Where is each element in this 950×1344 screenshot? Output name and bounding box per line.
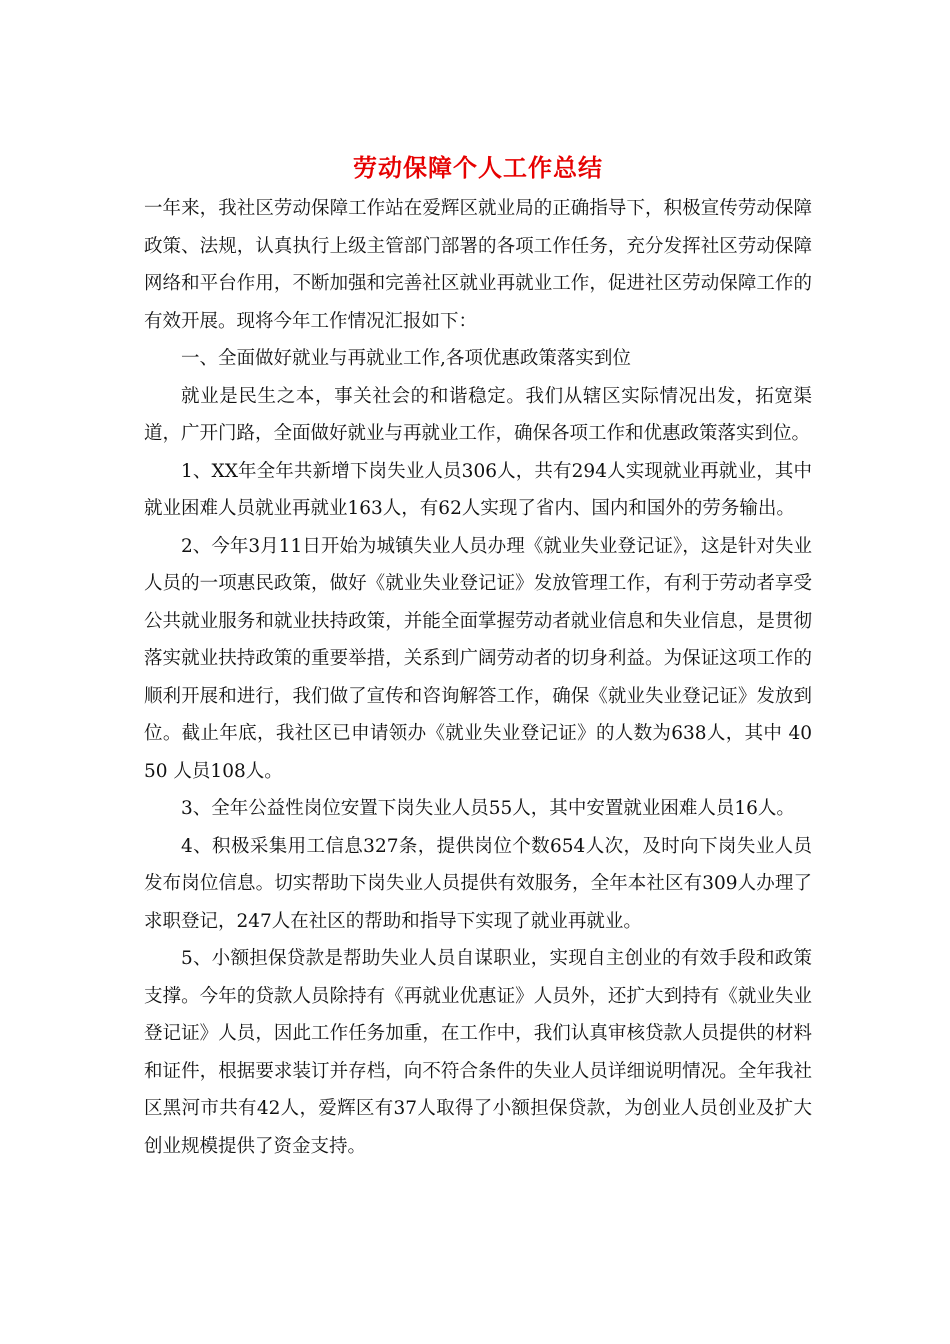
section-heading-1: 一、全面做好就业与再就业工作,各项优惠政策落实到位 <box>181 348 631 369</box>
paragraph-item-2: 2、今年3月11日开始为城镇失业人员办理《就业失业登记证》，这是针对失业人员的一项惠民政策，做好《就业失业登记证》发放管理工作，有利于劳动者享受公共就业服务和就业扶持政策，并能全面掌握劳动者就业信息和失业信息，是贯彻落实就业扶持政策的重要举措，关系到广阔劳动者的切身利益。为保证这项工作的顺利开展和进行，我们做了宣传和咨询解答工作，确保《就业失业登记证》发放到位。截止年底，我社区已申请领办《就业失业登记证》的人数为638人，其中 4050 人员108人。 <box>144 535 812 782</box>
paragraph-employment: 就业是民生之本，事关社会的和谐稳定。我们从辖区实际情况出发，拓宽渠道，广开门路，全面做好就业与再就业工作，确保各项工作和优惠政策落实到位。 <box>144 385 812 444</box>
document-title: 劳动保障个人工作总结 <box>353 153 603 182</box>
paragraph-item-5: 5、小额担保贷款是帮助失业人员自谋职业，实现自主创业的有效手段和政策支撑。今年的贷款人员除持有《再就业优惠证》人员外，还扩大到持有《就业失业登记证》人员，因此工作任务加重，在工作中，我们认真审核贷款人员提供的材料和证件，根据要求装订并存档，向不符合条件的失业人员详细说明情况。全年我社区黑河市共有42人，爱辉区有37人取得了小额担保贷款，为创业人员创业及扩大创业规模提供了资金支持。 <box>144 948 812 1157</box>
document-page <box>144 148 812 1165</box>
paragraph-item-3: 3、全年公益性岗位安置下岗失业人员55人，其中安置就业困难人员16人。 <box>181 798 795 819</box>
paragraph-intro: 一年来，我社区劳动保障工作站在爱辉区就业局的正确指导下，积极宣传劳动保障政策、法规，认真执行上级主管部门部署的各项工作任务，充分发挥社区劳动保障网络和平台作用，不断加强和完善社区就业再就业工作，促进社区劳动保障工作的有效开展。现将今年工作情况汇报如下： <box>144 198 812 332</box>
paragraph-item-1: 1、XX年全年共新增下岗失业人员306人，共有294人实现就业再就业，其中就业困难人员就业再就业163人，有62人实现了省内、国内和国外的劳务输出。 <box>144 460 812 519</box>
paragraph-item-4: 4、积极采集用工信息327条，提供岗位个数654人次，及时向下岗失业人员发布岗位信息。切实帮助下岗失业人员提供有效服务，全年本社区有309人办理了求职登记，247人在社区的帮助和指导下实现了就业再就业。 <box>144 835 812 932</box>
